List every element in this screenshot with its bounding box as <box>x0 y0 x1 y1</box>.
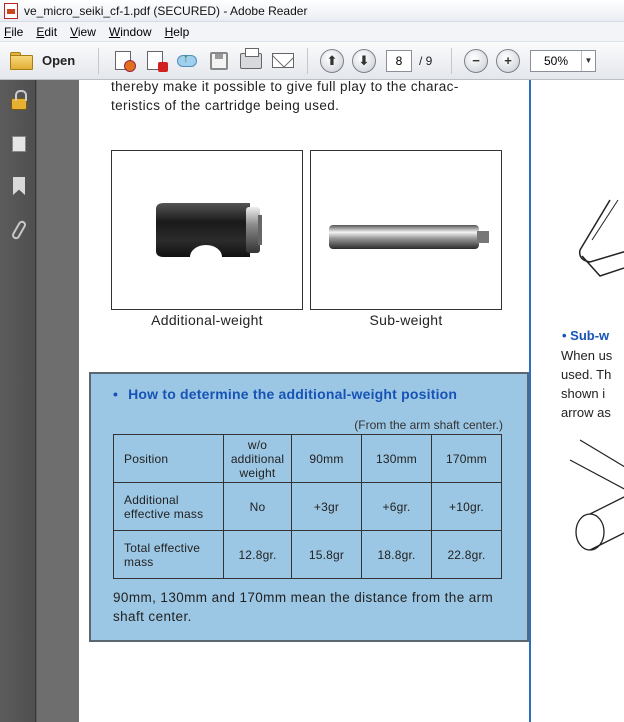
table-cell: +6gr. <box>362 483 432 531</box>
menu-edit[interactable]: Edit <box>36 24 58 39</box>
open-label: Open <box>42 53 76 68</box>
menu-help[interactable]: Help <box>164 24 190 39</box>
table-header: 170mm <box>432 435 502 483</box>
create-pdf-icon <box>115 51 131 70</box>
share-icon <box>147 51 163 70</box>
security-button[interactable] <box>8 88 30 112</box>
email-icon <box>272 53 294 68</box>
email-button[interactable] <box>272 50 294 72</box>
table-cell: 15.8gr <box>292 531 362 579</box>
text-line: shown i <box>561 386 606 401</box>
lock-icon <box>11 98 27 110</box>
additional-weight-image <box>112 151 302 309</box>
intro-text <box>111 80 511 115</box>
right-column <box>560 80 624 722</box>
additional-weight-caption: Additional-weight <box>151 312 263 328</box>
toolbar-separator <box>451 48 452 74</box>
table-row-label: Additional effective mass <box>114 483 224 531</box>
menu-window[interactable]: Window <box>108 24 152 39</box>
additional-weight-position-box <box>89 372 529 642</box>
additional-weight-photo <box>111 150 303 310</box>
box-heading-text: How to determine the additional-weight position <box>128 386 458 402</box>
print-button[interactable] <box>240 50 262 72</box>
sub-weight-image <box>311 151 501 309</box>
table-header: 90mm <box>292 435 362 483</box>
sub-weight-caption: Sub-weight <box>369 312 443 328</box>
sub-weight-heading: • Sub-w <box>562 328 610 343</box>
page-total: / 9 <box>419 53 433 68</box>
bookmark-icon <box>13 177 25 195</box>
next-page-button[interactable]: ⬇ <box>352 49 376 73</box>
tonearm-illustration-bottom <box>560 430 624 590</box>
pdf-file-icon <box>4 3 18 19</box>
box-heading <box>113 386 457 402</box>
pages-icon <box>12 136 26 152</box>
sub-weight-photo <box>310 150 502 310</box>
box-footnote: 90mm, 130mm and 170mm mean the distance from the arm shaft center. <box>113 590 494 624</box>
table-cell: 12.8gr. <box>224 531 292 579</box>
save-icon <box>210 52 228 70</box>
chevron-down-icon[interactable]: ▼ <box>581 51 595 71</box>
paperclip-icon <box>11 219 28 240</box>
column-divider <box>529 80 531 722</box>
table-cell: No <box>224 483 292 531</box>
folder-icon <box>10 52 32 69</box>
zoom-in-button[interactable]: + <box>496 49 520 73</box>
table-row <box>114 483 502 531</box>
pages-panel-button[interactable] <box>8 132 30 156</box>
table-row <box>114 531 502 579</box>
menu-view[interactable]: View <box>70 24 96 39</box>
zoom-out-button[interactable]: − <box>464 49 488 73</box>
box-note: (From the arm shaft center.) <box>354 418 503 432</box>
sub-weight-text <box>561 346 612 422</box>
table-header: 130mm <box>362 435 432 483</box>
table-cell: +10gr. <box>432 483 502 531</box>
cloud-upload-icon <box>177 55 197 67</box>
text-line: used. Th <box>561 367 612 382</box>
zoom-value: 50% <box>543 53 569 68</box>
title-bar <box>0 0 624 22</box>
bullet: • <box>113 386 119 402</box>
intro-line: teristics of the cartridge being used. <box>111 98 340 113</box>
intro-line: thereby make it possible to give full play to the charac- <box>111 80 459 94</box>
zoom-select[interactable] <box>530 50 596 72</box>
tonearm-illustration-top <box>560 80 624 310</box>
window-title: ve_micro_seiki_cf-1.pdf (SECURED) - Adobe Reader <box>24 3 308 18</box>
table-cell: 22.8gr. <box>432 531 502 579</box>
save-button[interactable] <box>208 50 230 72</box>
previous-page-button[interactable]: ⬆ <box>320 49 344 73</box>
table-cell: +3gr <box>292 483 362 531</box>
text-line: When us <box>561 348 613 363</box>
print-icon <box>240 53 262 69</box>
document-viewport[interactable] <box>37 80 624 722</box>
table-header-row <box>114 435 502 483</box>
effective-mass-table <box>113 434 502 579</box>
pdf-page <box>79 80 624 722</box>
toolbar-separator <box>307 48 308 74</box>
attachments-panel-button[interactable] <box>8 218 30 242</box>
toolbar <box>0 42 624 80</box>
table-header: Position <box>114 435 224 483</box>
open-button[interactable] <box>10 52 90 69</box>
table-header: w/o additional weight <box>224 435 292 483</box>
share-button[interactable] <box>144 50 166 72</box>
create-pdf-button[interactable] <box>112 50 134 72</box>
navigation-pane <box>0 80 36 722</box>
table-row-label: Total effective mass <box>114 531 224 579</box>
table-cell: 18.8gr. <box>362 531 432 579</box>
upload-button[interactable] <box>176 50 198 72</box>
page-number-input[interactable]: 8 <box>386 50 412 72</box>
toolbar-separator <box>98 48 99 74</box>
text-line: arrow as <box>561 405 611 420</box>
bookmarks-panel-button[interactable] <box>8 174 30 198</box>
menu-file[interactable]: File <box>4 24 24 39</box>
menu-bar <box>0 22 624 42</box>
